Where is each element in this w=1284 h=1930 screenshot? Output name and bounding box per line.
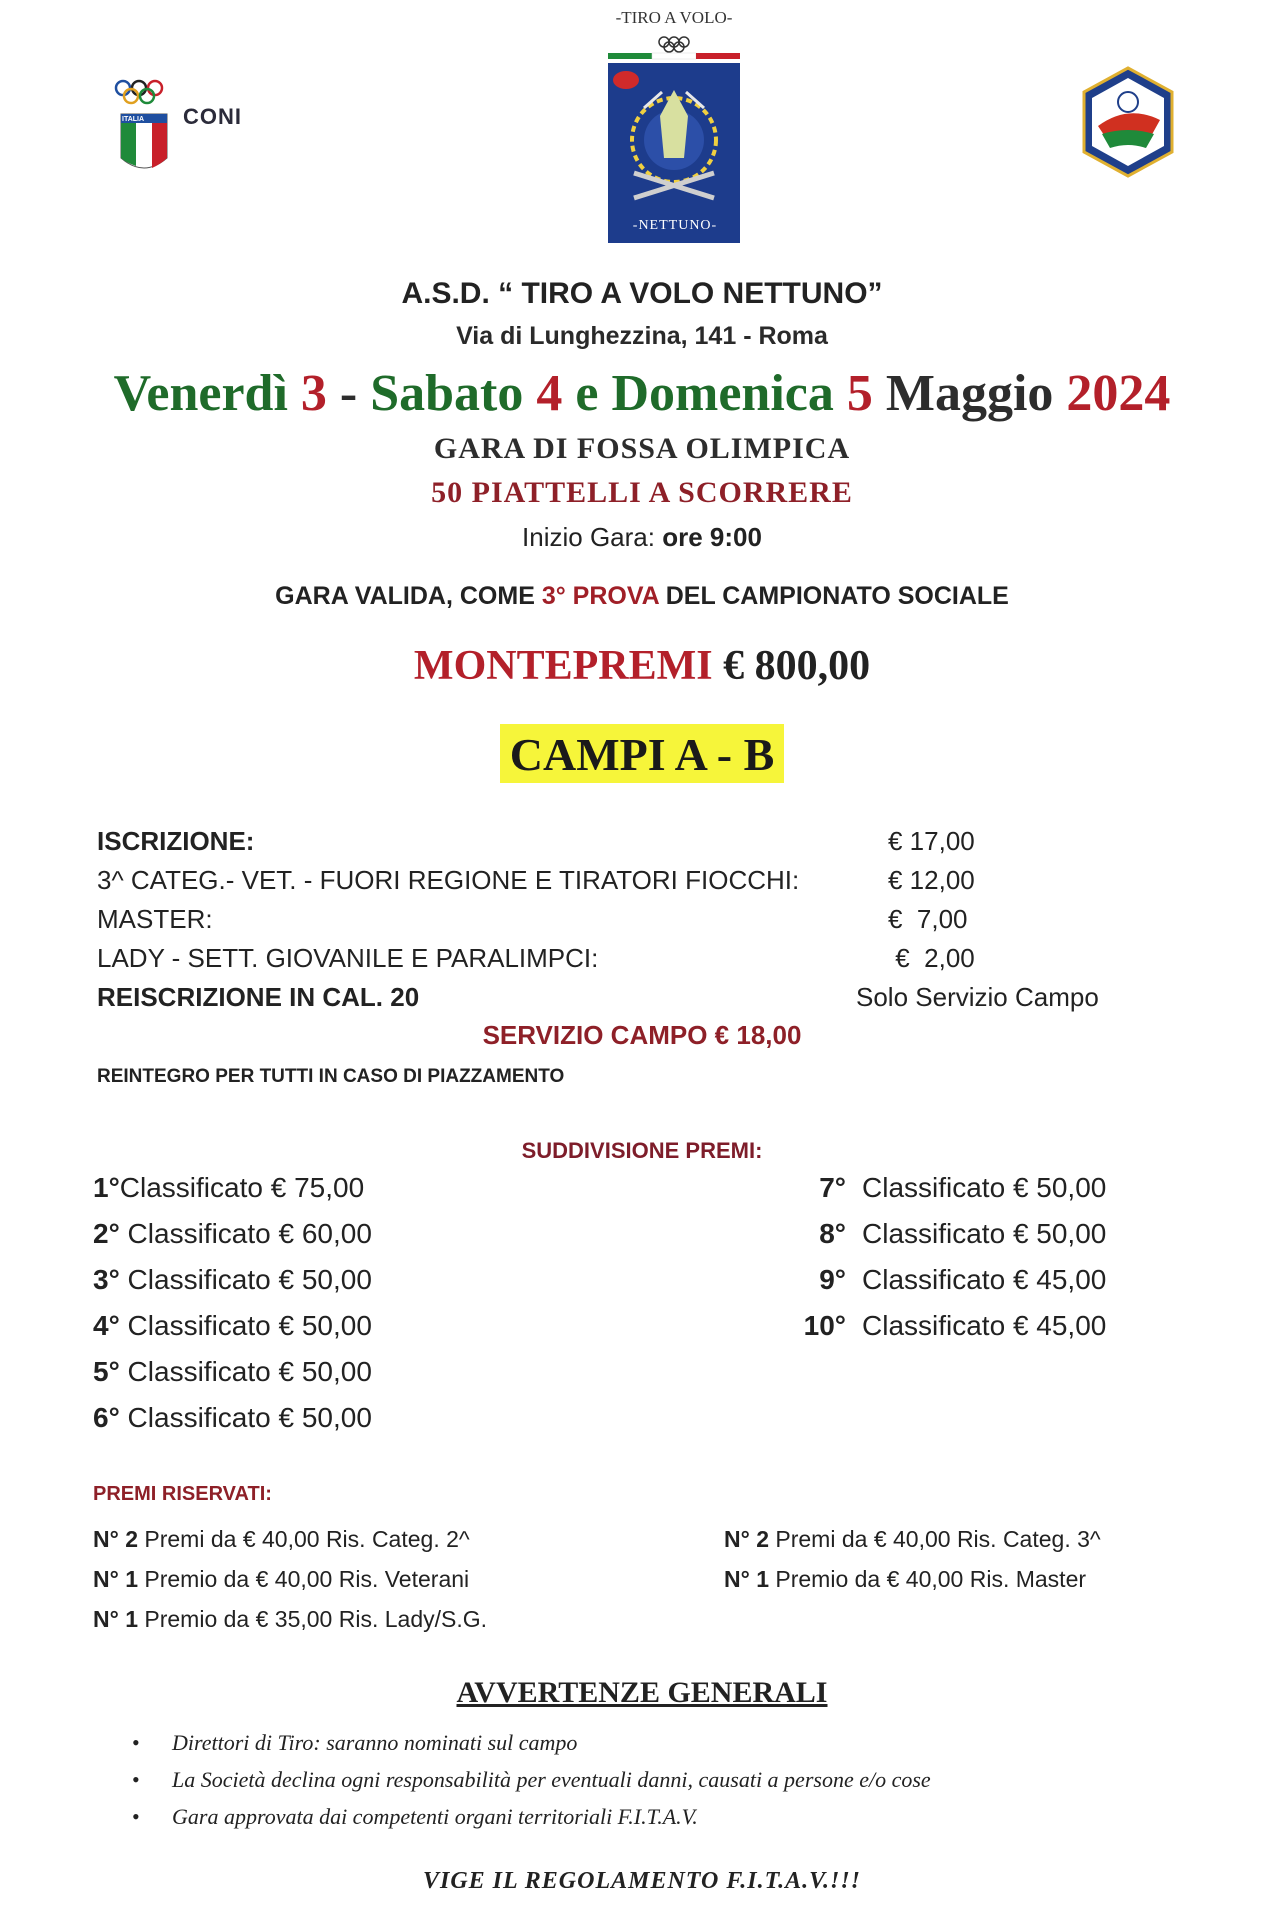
prize-pool [0, 642, 1284, 690]
field-service-fee: SERVIZIO CAMPO € 18,00 [482, 1020, 802, 1050]
fee-value-master: € 7,00 [888, 904, 968, 934]
date-day-1: 3 [300, 365, 327, 422]
reserved-prizes-title: PREMI RISERVATI: [93, 1483, 272, 1505]
prize-position: 7° [819, 1172, 846, 1203]
fields-label: CAMPI A - B [500, 724, 785, 783]
prize-text: Classificato € 45,00 [862, 1310, 1107, 1341]
fee-value-categ: € 12,00 [888, 865, 975, 895]
prize-row [93, 1264, 372, 1296]
prize-position: 4° [93, 1310, 120, 1341]
reserved-prize-row [724, 1566, 1086, 1593]
tiro-a-volo-nettuno-logo [604, 8, 744, 243]
badge-text: ITALIA [1117, 152, 1141, 159]
warning-text: Direttori di Tiro: saranno nominati sul campo [172, 1730, 578, 1755]
reserved-count: N° 2 [724, 1526, 769, 1552]
prize-position: 3° [93, 1264, 120, 1295]
reserved-text: Premi da € 40,00 Ris. Categ. 2^ [138, 1526, 470, 1552]
warning-text: Gara approvata dai competenti organi territoriali F.I.T.A.V. [172, 1804, 698, 1829]
validity-post: DEL CAMPIONATO SOCIALE [665, 582, 1009, 610]
start-time-value: ore 9:00 [662, 522, 762, 552]
prize-position: 9° [819, 1264, 846, 1295]
prize-position: 1° [93, 1172, 120, 1203]
fee-value-reiscrizione: Solo Servizio Campo [856, 982, 1099, 1012]
club-name: A.S.D. “ TIRO A VOLO NETTUNO” [401, 277, 883, 310]
date-day-3: 5 [846, 365, 873, 422]
fee-value-iscrizione: € 17,00 [888, 826, 975, 856]
reserved-prize-row [93, 1566, 469, 1593]
fee-label-iscrizione: ISCRIZIONE: [97, 826, 255, 856]
reserved-prize-row [93, 1526, 470, 1553]
date-venerdi: Venerdì [113, 365, 288, 422]
prize-position: 8° [819, 1218, 846, 1249]
prize-pool-label: MONTEPREMI [413, 643, 713, 689]
prize-row [93, 1218, 372, 1250]
date-day-2: 4 [536, 365, 563, 422]
prize-position: 2° [93, 1218, 120, 1249]
regulation-footer: VIGE IL REGOLAMENTO F.I.T.A.V.!!! [422, 1868, 862, 1894]
reserved-text: Premio da € 40,00 Ris. Veterani [138, 1566, 470, 1592]
date-year: 2024 [1066, 365, 1171, 422]
start-time-label: Inizio Gara: [522, 522, 655, 552]
prize-row [93, 1402, 372, 1434]
date-month: Maggio [885, 365, 1054, 422]
validity-prova: 3° PROVA [541, 582, 659, 610]
prize-row [93, 1310, 372, 1342]
reserved-text: Premio da € 35,00 Ris. Lady/S.G. [138, 1606, 488, 1632]
reserved-prize-row [93, 1606, 487, 1633]
logo-bottom-text: -NETTUNO- [632, 218, 718, 233]
prize-text: Classificato € 50,00 [119, 1310, 372, 1341]
prize-row [93, 1356, 372, 1388]
event-type: GARA DI FOSSA OLIMPICA [433, 432, 851, 465]
event-targets: 50 PIATTELLI A SCORRERE [431, 476, 853, 509]
prize-text: Classificato € 50,00 [862, 1218, 1107, 1249]
fee-label-reiscrizione: REISCRIZIONE IN CAL. 20 [97, 982, 420, 1012]
coni-flag-text: ITALIA [122, 116, 145, 123]
reinstatement-note: REINTEGRO PER TUTTI IN CASO DI PIAZZAMENTO [97, 1066, 565, 1087]
start-time [0, 522, 1284, 553]
reserved-count: N° 1 [93, 1606, 138, 1632]
prize-text: Classificato € 60,00 [119, 1218, 372, 1249]
logo-top-text: -TIRO A VOLO- [615, 8, 733, 27]
federation-badge-logo [1080, 64, 1176, 180]
reserved-text: Premio da € 40,00 Ris. Master [769, 1566, 1087, 1592]
prize-row [93, 1172, 364, 1204]
bullet-icon: • [132, 1767, 140, 1792]
fee-value-lady: € 2,00 [888, 943, 975, 973]
prize-position: 10° [803, 1310, 846, 1341]
bullet-icon: • [132, 1804, 140, 1829]
warning-item [132, 1804, 698, 1830]
general-warnings-title: AVVERTENZE GENERALI [456, 1676, 828, 1709]
fields-banner [0, 724, 1284, 783]
date-sabato: Sabato [370, 365, 524, 422]
warning-text: La Società declina ogni responsabilità per eventuali danni, causati a persone e/o cose [172, 1767, 931, 1792]
fee-label-master: MASTER: [97, 904, 213, 934]
prize-text: Classificato € 50,00 [862, 1172, 1107, 1203]
validity-pre: GARA VALIDA, COME [275, 582, 535, 610]
reserved-count: N° 1 [724, 1566, 769, 1592]
reserved-prize-row [724, 1526, 1101, 1553]
warning-item [132, 1730, 577, 1756]
prize-text: Classificato € 45,00 [862, 1264, 1107, 1295]
prize-split-title: SUDDIVISIONE PREMI: [521, 1138, 763, 1163]
prize-text: Classificato € 50,00 [119, 1356, 372, 1387]
prize-text: Classificato € 50,00 [119, 1402, 372, 1433]
prize-text: Classificato € 50,00 [119, 1264, 372, 1295]
reserved-text: Premi da € 40,00 Ris. Categ. 3^ [769, 1526, 1101, 1552]
validity-note [0, 582, 1284, 611]
prize-position: 6° [93, 1402, 120, 1433]
fee-label-lady: LADY - SETT. GIOVANILE E PARALIMPCI: [97, 943, 599, 973]
reserved-count: N° 2 [93, 1526, 138, 1552]
coni-label: CONI [183, 104, 242, 129]
date-e: e [575, 365, 599, 422]
club-address: Via di Lunghezzina, 141 - Roma [456, 322, 828, 350]
event-dates [0, 364, 1284, 423]
prize-position: 5° [93, 1356, 120, 1387]
warning-item [132, 1767, 931, 1793]
prize-pool-value: € 800,00 [723, 643, 871, 689]
reserved-count: N° 1 [93, 1566, 138, 1592]
fee-label-categ: 3^ CATEG.- VET. - FUORI REGIONE E TIRATORI FIOCCHI: [97, 865, 800, 895]
date-separator: - [339, 365, 358, 422]
prize-text: Classificato € 75,00 [119, 1172, 365, 1203]
date-domenica: Domenica [611, 365, 834, 422]
bullet-icon: • [132, 1730, 140, 1755]
